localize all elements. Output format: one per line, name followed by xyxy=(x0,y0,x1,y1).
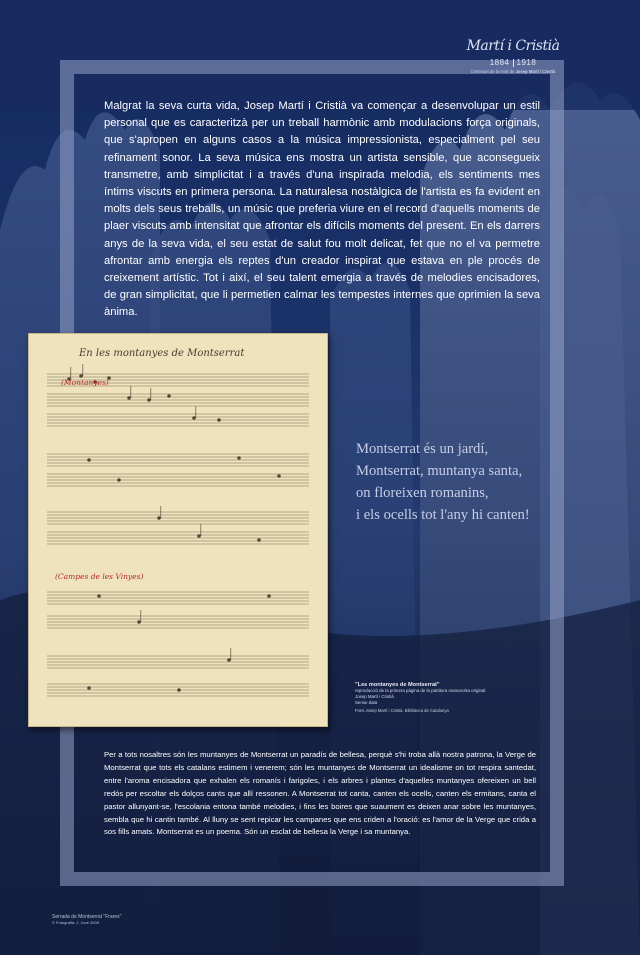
caption-source: Fons Josep Martí i Cristià. Biblioteca de Catalunya xyxy=(355,708,449,713)
logo-signature: Martí i Cristià xyxy=(466,38,560,54)
logo xyxy=(458,38,568,74)
credit-line-1: Serrada de Montserrat "Frares" xyxy=(52,914,122,920)
caption-line-2: Josep Martí i Cristià xyxy=(355,694,394,699)
caption-line-1: reproducció de la primera pàgina de la partitura manuscrita original xyxy=(355,688,486,693)
logo-tagline-prefix: Centenari de la mort de xyxy=(470,69,516,74)
manuscript-title: En les montanyes de Montserrat xyxy=(79,348,245,359)
poem xyxy=(356,438,556,526)
logo-tagline xyxy=(458,69,568,74)
logo-year-end: 1918 xyxy=(516,58,537,67)
logo-tagline-name: Josep Martí i Cristià xyxy=(515,69,556,74)
manuscript-annotation-2: (Campes de les Vinyes) xyxy=(55,572,144,581)
photo-credit xyxy=(52,914,121,925)
poem-line-2: Montserrat, muntanya santa, xyxy=(356,463,523,479)
poem-line-4: i els ocells tot l'any hi canten! xyxy=(356,507,530,523)
poem-line-1: Montserrat és un jardí, xyxy=(356,441,489,457)
year-separator xyxy=(513,59,514,67)
body-paragraph: Per a tots nosaltres són les muntanyes de Montserrat un paradís de bellesa, perquè s'hi troba allà nostra patrona, la Verge de Montserrat que tots els catalans estimem i venerem; són les muntanyes de Montserrat un idealisme on tot respira santedat, entre l'aroma encisadora que exhalen els romanís i farigoles, i els arbres i plantes d'aquelles muntanyes ofereixen un bell redós per escoltar els dolços cants que allí ressonen. A Montserrat tot canta, canten els ocells, canten els ermitans, canta el pastor allunyant-se, l'escolania entona també melodies, i fins les boires que suaument es deixen anar sobre les muntanyes, sembla que hi cantin també. Al lluny se sent repicar les campanes que ens criden a l'oració: es l'amor de la Verge que crida a sos fills amats. Montserrat es un poema. Són un esclat de bellesa la Verge i sa muntanya. xyxy=(104,750,536,837)
manuscript-score-image xyxy=(28,333,328,727)
logo-year-start: 1884 xyxy=(489,58,510,67)
music-staves xyxy=(29,334,327,726)
credit-line-2: © Fotografia: J. Juvé 2005 xyxy=(52,920,99,925)
image-caption xyxy=(355,682,535,713)
caption-title: "Les montanyes de Montserrat" xyxy=(355,682,440,688)
intro-paragraph: Malgrat la seva curta vida, Josep Martí i Cristià va començar a desenvolupar un estil personal que es caracteritzà per un treball harmònic amb modulacions força originals, que s'apropen en alguns casos a la música impressionista, especialment pel seu refinament sonor. La seva música ens mostra un artista sensible, que aconsegueix transmetre, amb simplicitat i a través d'una inspirada melodia, els sentiments mes íntims viscuts en primera persona. La naturalesa nostàlgica de l'artista es fa evident en molts dels seus treballs, un músic que preferia viure en el record d'aquells moments de plaer viscuts amb intensitat que afrontar els difícils moments del present. En els darrers anys de la seva vida, el seu estat de salut fou molt delicat, fet que no el va permetre afrontar amb energia els reptes d'un creador inspirat que estava en ple procés de creixement artístic. Tot i així, el seu talent emergia a través de melodies encisadores, de gran simplicitat, que li permetien calmar les tempestes internes que oprimien la seva ànima. xyxy=(104,100,540,319)
logo-years xyxy=(458,58,568,67)
manuscript-annotation-1: (Montanyes) xyxy=(61,378,109,387)
poem-line-3: on floreixen romanins, xyxy=(356,485,489,501)
caption-line-3: Sense data xyxy=(355,700,378,705)
